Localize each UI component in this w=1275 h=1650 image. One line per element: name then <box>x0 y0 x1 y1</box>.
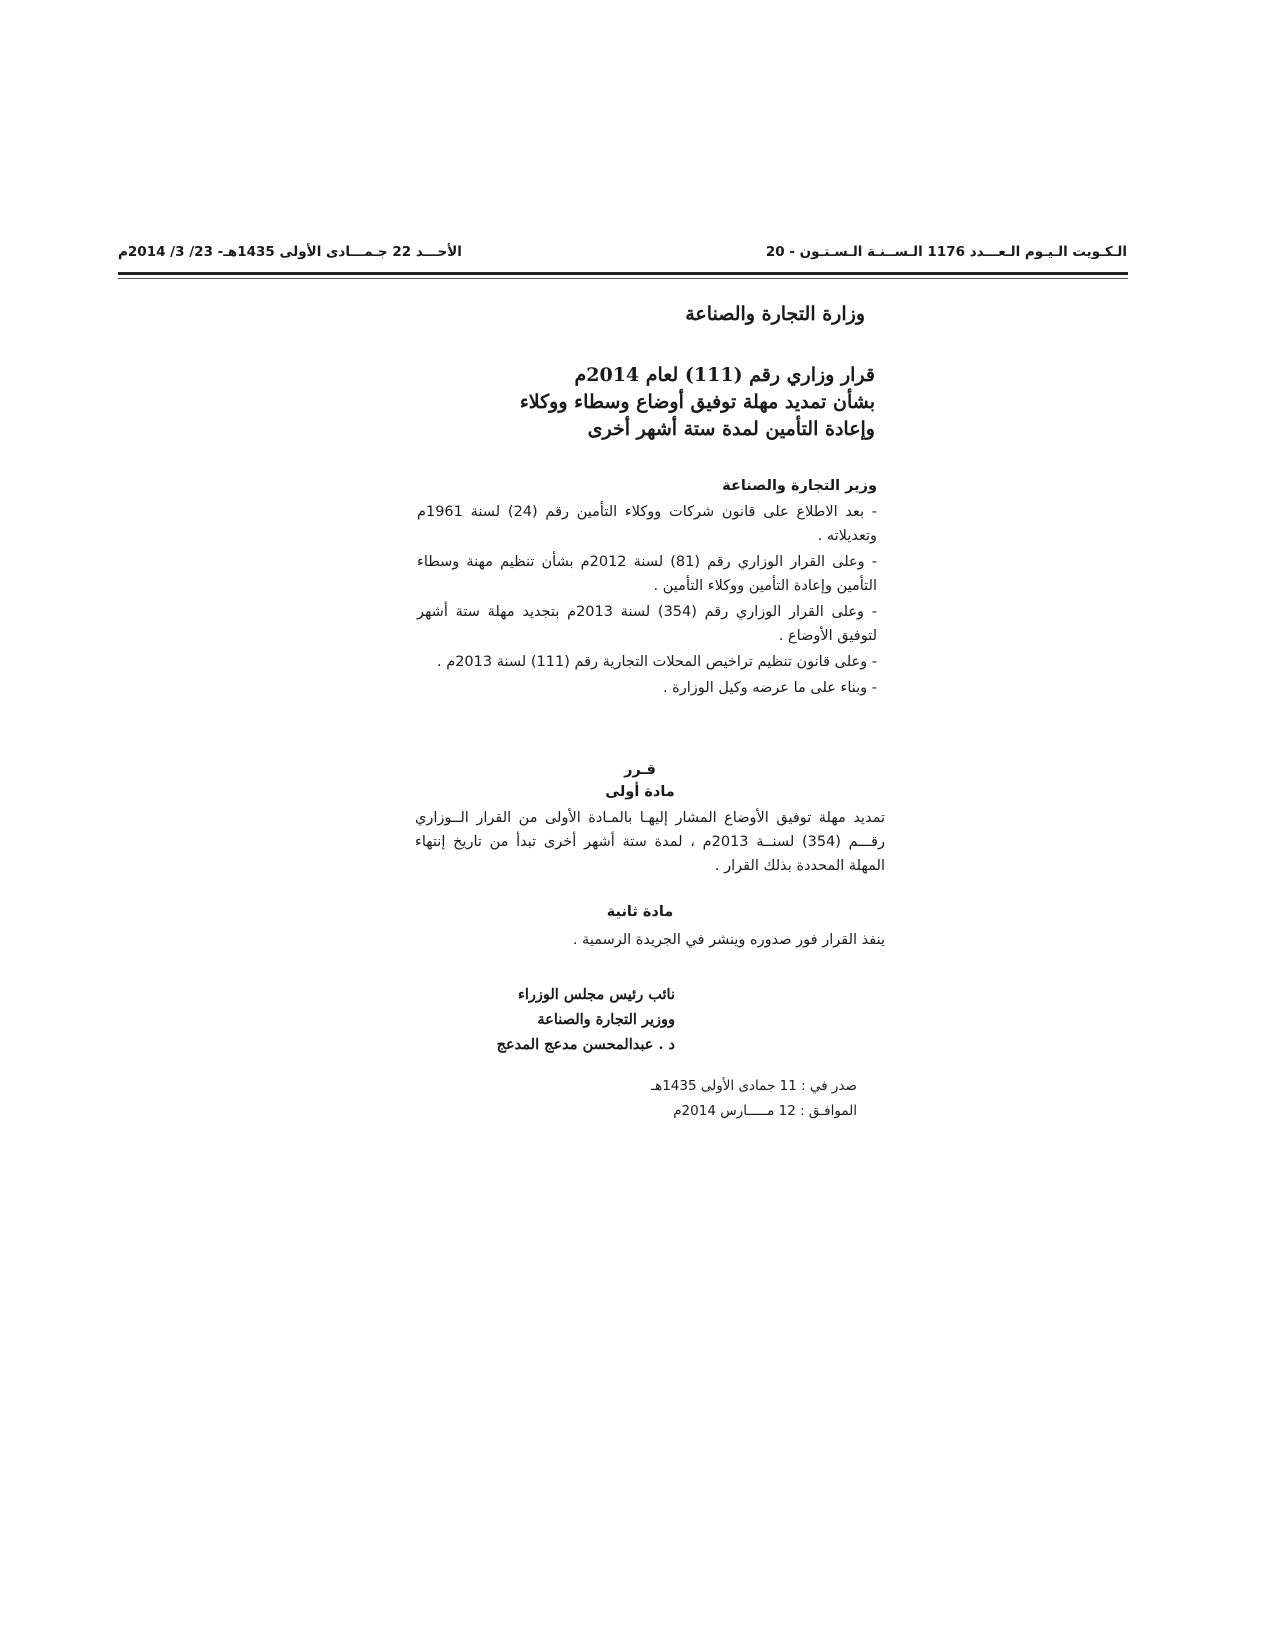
issued-hijri: صدر في : 11 جمادى الأولى 1435هـ <box>651 1078 857 1094</box>
header-rule-thin <box>118 278 1128 279</box>
title-line-1: قرار وزاري رقم (111) لعام 2014م <box>574 364 875 386</box>
title-line-3: وإعادة التأمين لمدة ستة أشهر أخرى <box>587 418 875 440</box>
article-2-heading: مادة ثانية <box>606 904 674 920</box>
signature-line-1: نائب رئيس مجلس الوزراء <box>518 986 675 1003</box>
issue-date-block <box>651 1074 857 1124</box>
article-1-text: تمديد مهلة توفيق الأوضاع المشار إليهـا بالمـادة الأولى من القرار الــوزاري رقـــم (354) لسنــة 2013م ، لمدة ستة أشهر أخرى تبدأ من تاريخ إنتهاء المهلة المحددة بذلك القرار . <box>415 810 885 874</box>
preamble-minister: وزير التجارة والصناعة <box>722 478 877 494</box>
preamble-item: - وعلى القرار الوزاري رقم (354) لسنة 2013م بتجديد مهلة ستة أشهر لتوفيق الأوضاع . <box>417 604 877 644</box>
preamble-item: - وعلى قانون تنظيم تراخيص المحلات التجارية رقم (111) لسنة 2013م . <box>437 654 877 670</box>
signature-line-3: د . عبدالمحسن مدعج المدعج <box>496 1036 675 1053</box>
header-issue: الـكـويت الـيـوم الـعـــدد 1176 الـســنـة الـسـتـون - 20 <box>765 244 1127 260</box>
issued-gregorian: الموافـق : 12 مـــــارس 2014م <box>673 1103 857 1119</box>
preamble-item: - وعلى القرار الوزاري رقم (81) لسنة 2012م بشأن تنظيم مهنة وسطاء التأمين وإعادة التأمين ووكلاء التأمين . <box>417 554 877 594</box>
ministry-name: وزارة التجارة والصناعة <box>685 303 865 325</box>
preamble <box>417 474 877 702</box>
decree-title <box>415 362 875 443</box>
preamble-item: - وبناء على ما عرضه وكيل الوزارة . <box>662 680 877 696</box>
signature-block <box>497 982 675 1057</box>
preamble-item: - بعد الاطلاع على قانون شركات ووكلاء التأمين رقم (24) لسنة 1961م وتعديلاته . <box>417 504 877 544</box>
decision-heading: قـرر <box>624 762 656 778</box>
header-rule <box>118 272 1128 275</box>
title-line-2: بشأن تمديد مهلة توفيق أوضاع وسطاء ووكلاء <box>519 391 875 413</box>
article-2-text: ينفذ القرار فور صدوره وينشر في الجريدة الرسمية . <box>572 932 885 948</box>
signature-line-2: ووزير التجارة والصناعة <box>537 1011 675 1028</box>
header-date: الأحـــد 22 جـمـــادى الأولى 1435هـ- 23/ 3/ 2014م <box>118 244 462 260</box>
article-1-heading: مادة أولى <box>605 784 675 800</box>
